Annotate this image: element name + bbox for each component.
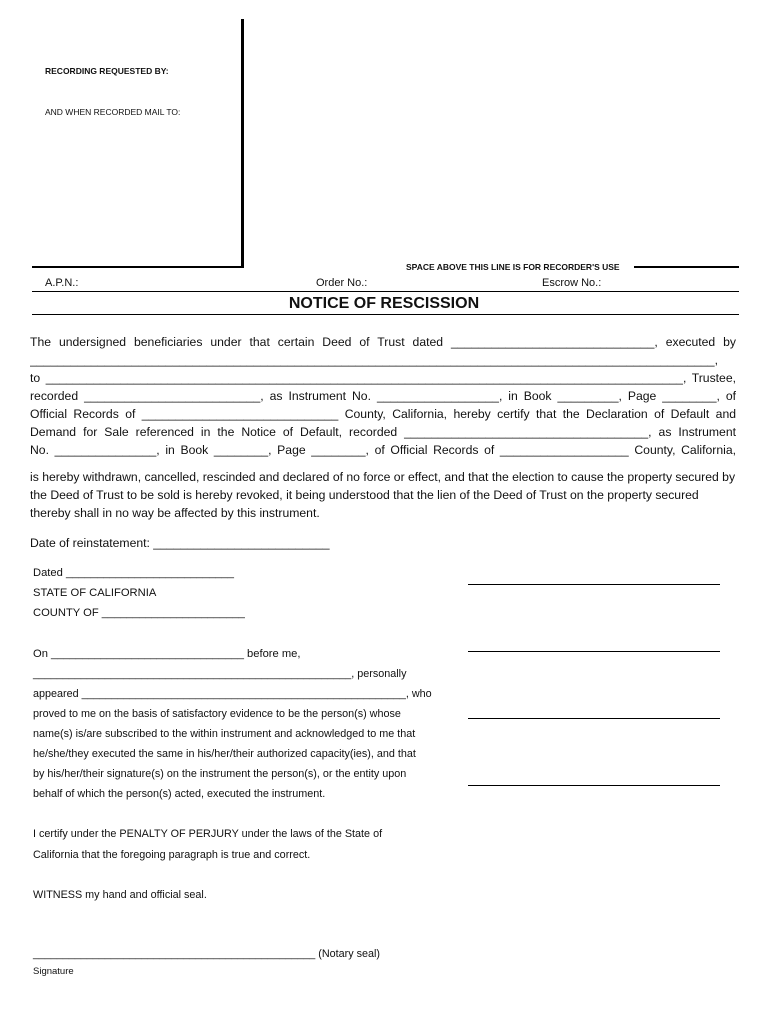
- signature-label: Signature: [33, 966, 74, 977]
- body-line-1: The undersigned beneficiaries under that certain Deed of Trust dated ______________________________, executed by: [30, 335, 736, 349]
- notary-signature-line: _______________________________________________ (Notary seal): [33, 948, 381, 960]
- state-label: STATE OF CALIFORNIA: [33, 587, 157, 599]
- title-rule-bottom: [32, 314, 739, 315]
- beneficiary-signature-line-1: [468, 584, 720, 585]
- certify-line-2: California that the foregoing paragraph is true and correct.: [33, 849, 311, 861]
- order-no-label: Order No.:: [316, 277, 368, 289]
- recorder-area-divider: [241, 19, 244, 268]
- beneficiary-signature-line-4: [468, 785, 720, 786]
- apn-rule-top: [32, 291, 739, 292]
- on-before-me-line: On _______________________________ before me,: [33, 648, 301, 660]
- rescission-paragraph: is hereby withdrawn, cancelled, rescinded and declared of no force or effect, and that the election to cause the property secured by the Deed of Trust to be sold is hereby revoked, it being understood that the lien of the Deed of Trust on the property secured thereby shall in no way be affected by this instrument.: [30, 470, 736, 520]
- dated-line: Dated ___________________________: [33, 567, 234, 579]
- body-line-4: recorded __________________________, as Instrument No. __________________, in Book _________, Page ________, of: [30, 389, 736, 403]
- proved-line-4: by his/her/their signature(s) on the instrument the person(s), or the entity upon: [33, 768, 407, 780]
- proved-line-2: name(s) is/are subscribed to the within instrument and acknowledged to me that: [33, 728, 416, 740]
- proved-line-5: behalf of which the person(s) acted, executed the instrument.: [33, 788, 326, 800]
- body-line-7: No. _______________, in Book ________, Page ________, of Official Records of ___________________ County, California,: [30, 443, 736, 457]
- body-line-2: _____________________________________________________________________________________________________,: [30, 353, 718, 367]
- date-of-reinstatement: Date of reinstatement: __________________________: [30, 536, 330, 550]
- beneficiary-signature-line-3: [468, 718, 720, 719]
- beneficiary-signature-line-2: [468, 651, 720, 652]
- escrow-no-label: Escrow No.:: [542, 277, 602, 289]
- mail-to-label: AND WHEN RECORDED MAIL TO:: [45, 107, 181, 117]
- recorder-use-label: SPACE ABOVE THIS LINE IS FOR RECORDER'S USE: [406, 262, 620, 272]
- county-line: COUNTY OF _______________________: [33, 607, 245, 619]
- body-line-3: to ______________________________________________________________________________________________, Trustee,: [30, 371, 736, 385]
- personally-line: _____________________________________________________, personally: [33, 668, 407, 680]
- proved-line-1: proved to me on the basis of satisfactory evidence to be the person(s) whose: [33, 708, 401, 720]
- proved-line-3: he/she/they executed the same in his/her/their authorized capacity(ies), and that: [33, 748, 416, 760]
- recording-requested-by-label: RECORDING REQUESTED BY:: [45, 66, 169, 76]
- witness-line: WITNESS my hand and official seal.: [33, 889, 207, 901]
- apn-label: A.P.N.:: [45, 277, 79, 289]
- certify-line-1: I certify under the PENALTY OF PERJURY under the laws of the State of: [33, 828, 383, 840]
- page-title: NOTICE OF RESCISSION: [288, 295, 480, 312]
- body-line-5: Official Records of _____________________________ County, California, hereby certify that the Declaration of Default and: [30, 407, 736, 421]
- header-rule-right: [634, 266, 739, 268]
- appeared-line: appeared ______________________________________________________, who: [33, 688, 432, 700]
- header-rule-left: [32, 266, 242, 268]
- body-line-6: Demand for Sale referenced in the Notice of Default, recorded ____________________________________, as Instrument: [30, 425, 736, 439]
